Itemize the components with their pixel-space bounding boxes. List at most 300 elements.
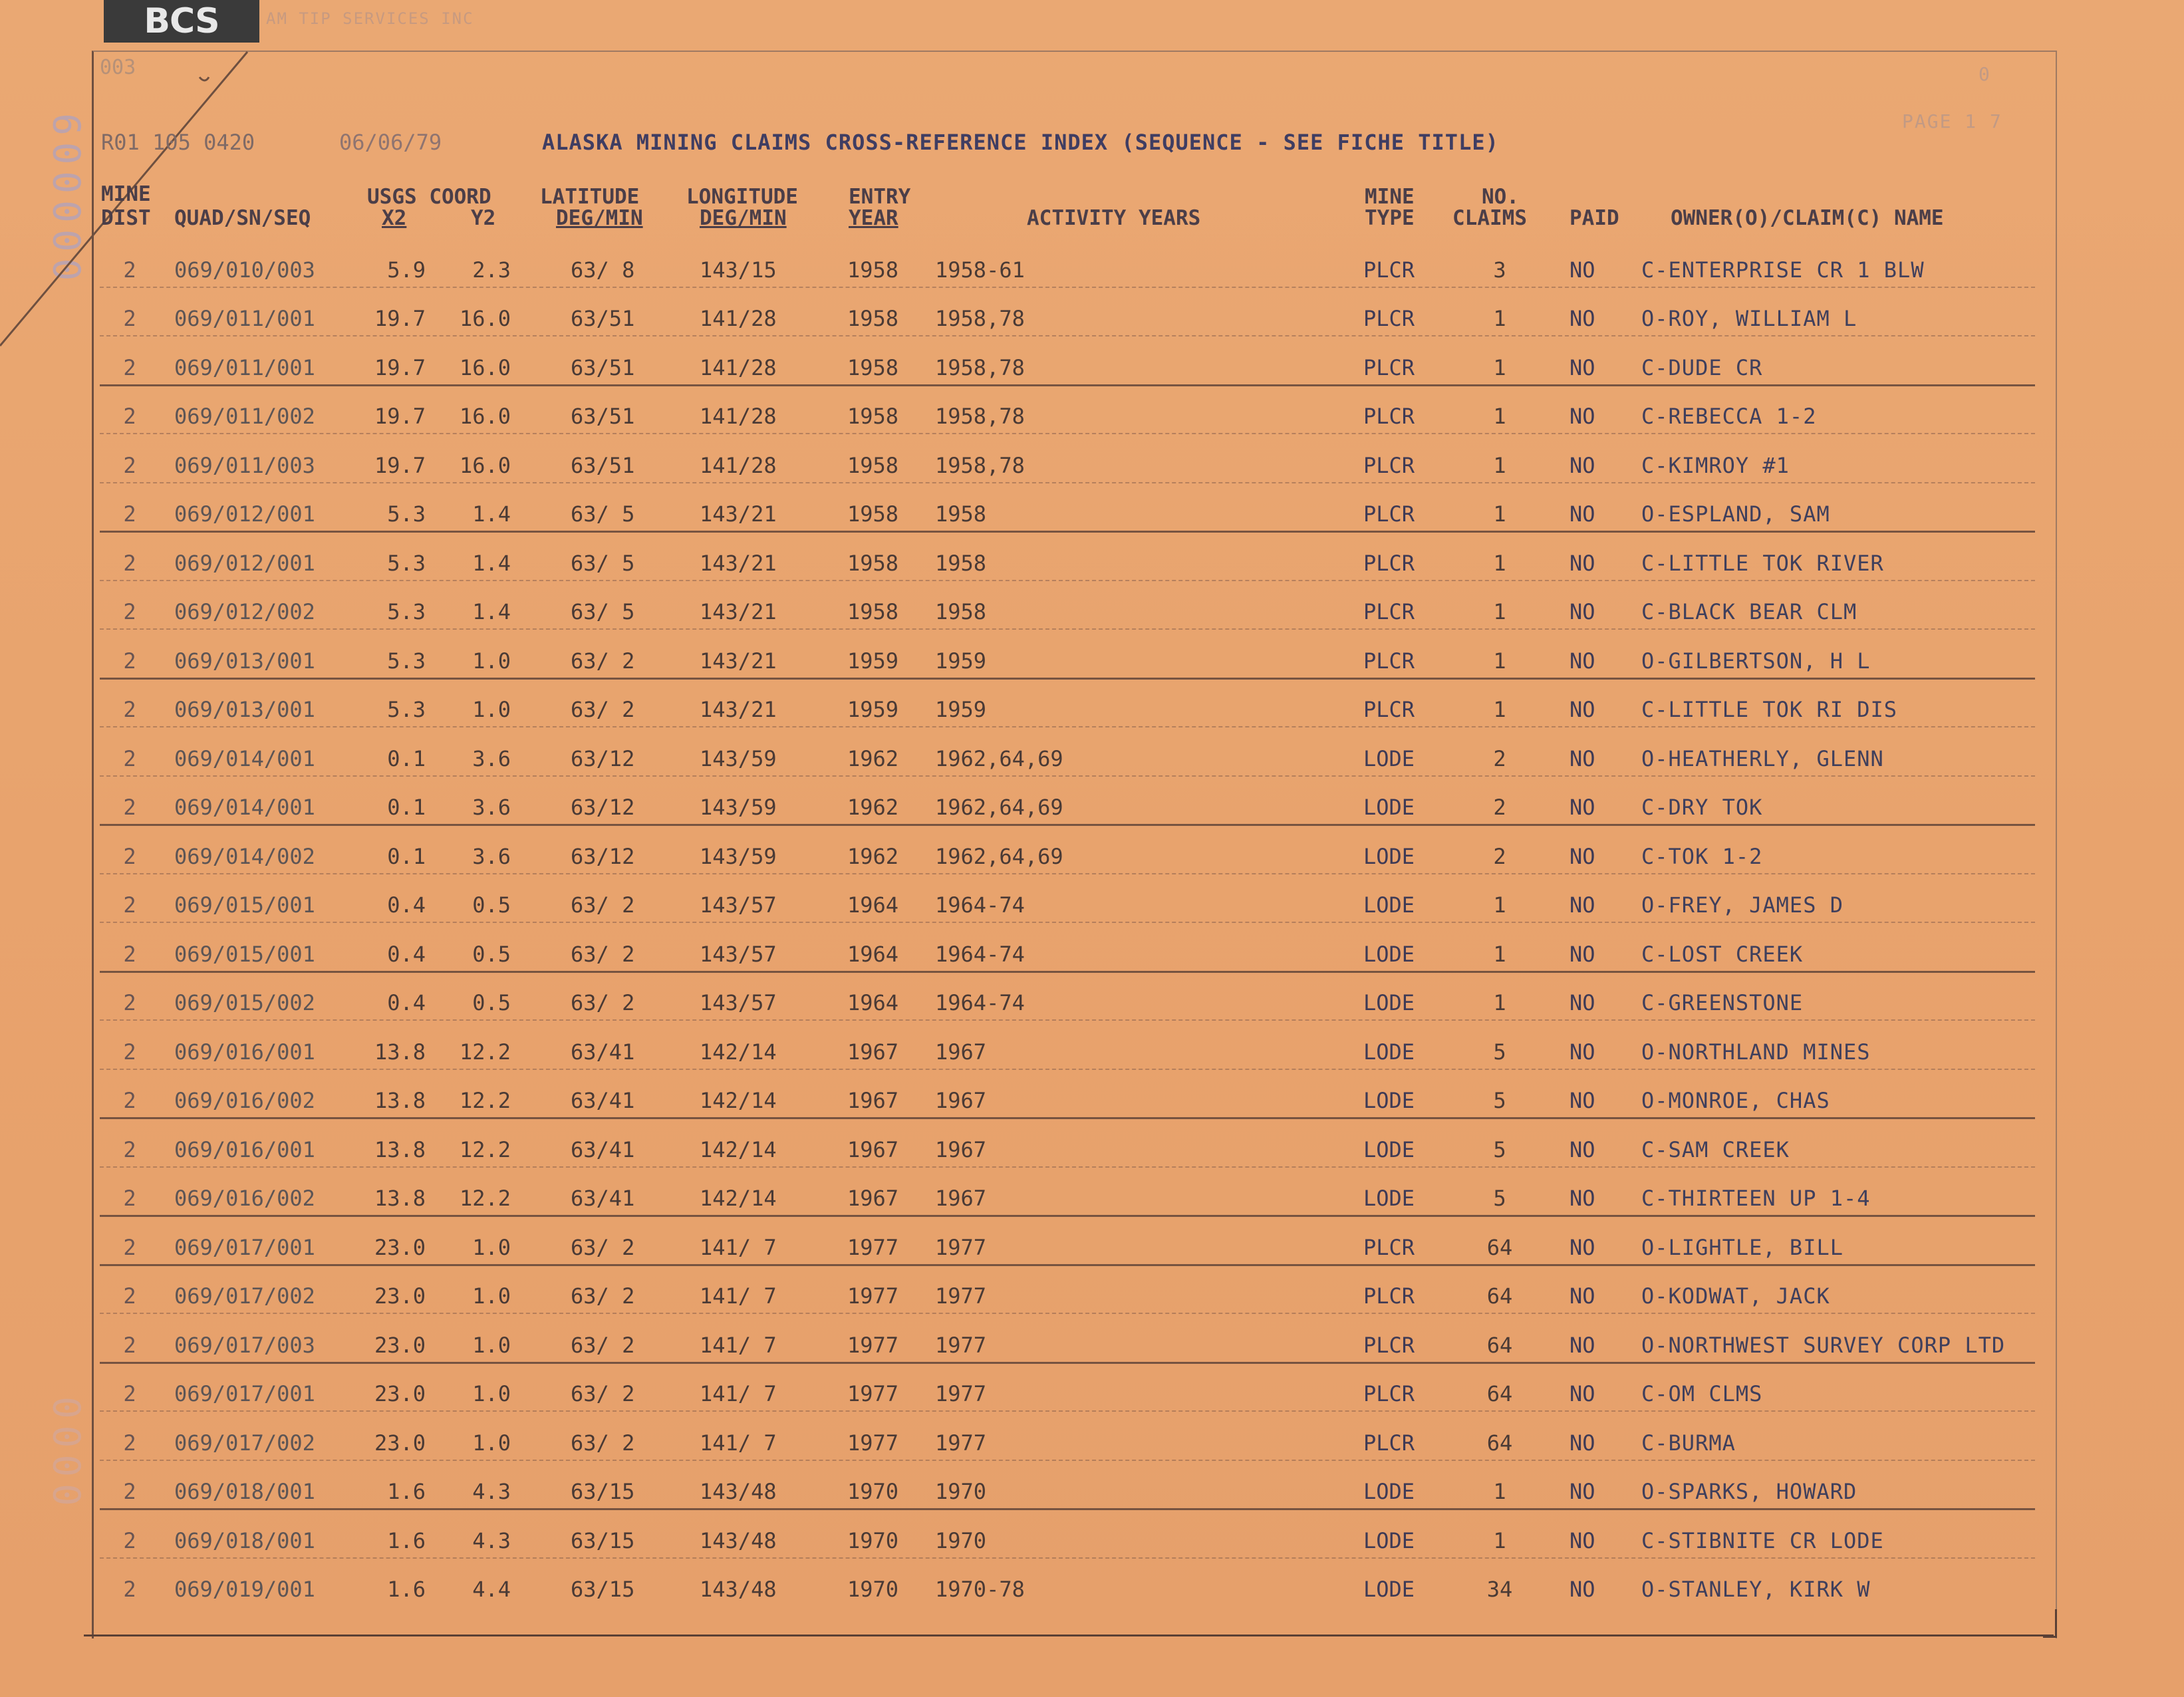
report-id: R01 105 0420: [101, 130, 255, 155]
cell-y2: 16.0: [459, 306, 511, 331]
cell-entry-year: 1977: [847, 1235, 899, 1260]
cell-x2: 0.4: [387, 942, 426, 967]
row-rule: [100, 1362, 2035, 1364]
cell-quad: 069/017/002: [174, 1283, 315, 1309]
cell-quad: 069/018/001: [174, 1528, 315, 1553]
cell-no-claims: 64: [1486, 1333, 1513, 1358]
cell-mine-type: LODE: [1363, 1528, 1415, 1553]
cell-dist: 2: [123, 844, 136, 869]
row-rule: [100, 531, 2035, 533]
cell-no-claims: 1: [1493, 599, 1506, 624]
cell-entry-year: 1959: [847, 697, 899, 722]
cell-activity-years: 1970: [935, 1528, 987, 1553]
cell-mine-type: PLCR: [1363, 453, 1415, 478]
table-row: [0, 1271, 2184, 1320]
cell-activity-years: 1959: [935, 697, 987, 722]
cell-entry-year: 1964: [847, 892, 899, 918]
cell-activity-years: 1967: [935, 1039, 987, 1065]
cell-mine-type: LODE: [1363, 990, 1415, 1015]
cell-longitude: 142/14: [700, 1186, 777, 1211]
cell-mine-type: LODE: [1363, 1088, 1415, 1113]
cell-y2: 16.0: [459, 355, 511, 380]
cell-paid: NO: [1570, 1039, 1595, 1065]
cell-mine-type: LODE: [1363, 1137, 1415, 1162]
cell-y2: 1.4: [472, 501, 511, 527]
cell-latitude: 63/ 2: [571, 1235, 635, 1260]
cell-mine-type: LODE: [1363, 892, 1415, 918]
cell-mine-type: LODE: [1363, 1039, 1415, 1065]
cell-quad: 069/014/001: [174, 746, 315, 771]
cell-quad: 069/016/002: [174, 1088, 315, 1113]
page-number: 0: [1979, 63, 1990, 85]
cell-activity-years: 1958-61: [935, 257, 1025, 283]
cell-dist: 2: [123, 1430, 136, 1456]
cell-activity-years: 1970-78: [935, 1577, 1025, 1602]
cell-paid: NO: [1570, 1137, 1595, 1162]
cell-owner: C-TOK 1-2: [1641, 844, 1763, 869]
table-row: [0, 832, 2184, 880]
cell-quad: 069/016/001: [174, 1039, 315, 1065]
cell-owner: O-ROY, WILLIAM L: [1641, 306, 1857, 331]
row-rule: [100, 1215, 2035, 1217]
cell-longitude: 143/48: [700, 1479, 777, 1504]
cell-no-claims: 2: [1493, 746, 1506, 771]
cell-x2: 23.0: [374, 1333, 426, 1358]
row-rule: [100, 628, 2035, 630]
table-row: [0, 587, 2184, 636]
cell-dist: 2: [123, 1186, 136, 1211]
cell-longitude: 143/59: [700, 795, 777, 820]
cell-quad: 069/013/001: [174, 697, 315, 722]
cell-dist: 2: [123, 1479, 136, 1504]
cell-dist: 2: [123, 1528, 136, 1553]
cell-longitude: 142/14: [700, 1088, 777, 1113]
cell-quad: 069/012/002: [174, 599, 315, 624]
cell-y2: 0.5: [472, 892, 511, 918]
cell-longitude: 141/28: [700, 355, 777, 380]
cell-x2: 0.1: [387, 795, 426, 820]
cell-latitude: 63/51: [571, 404, 635, 429]
cell-no-claims: 64: [1486, 1381, 1513, 1406]
cell-entry-year: 1958: [847, 453, 899, 478]
cell-y2: 0.5: [472, 942, 511, 967]
cell-entry-year: 1970: [847, 1528, 899, 1553]
cell-mine-type: LODE: [1363, 1479, 1415, 1504]
cell-latitude: 63/ 2: [571, 942, 635, 967]
cell-x2: 13.8: [374, 1137, 426, 1162]
row-rule: [100, 1508, 2035, 1510]
cell-latitude: 63/41: [571, 1186, 635, 1211]
cell-quad: 069/019/001: [174, 1577, 315, 1602]
cell-y2: 1.0: [472, 1235, 511, 1260]
cell-y2: 4.3: [472, 1479, 511, 1504]
cell-no-claims: 1: [1493, 306, 1506, 331]
cell-activity-years: 1977: [935, 1381, 987, 1406]
cell-mine-type: LODE: [1363, 844, 1415, 869]
header-lon-unit: DEG/MIN: [700, 206, 787, 230]
cell-longitude: 143/57: [700, 892, 777, 918]
cell-paid: NO: [1570, 599, 1595, 624]
cell-entry-year: 1964: [847, 990, 899, 1015]
cell-owner: O-NORTHLAND MINES: [1641, 1039, 1871, 1065]
cell-latitude: 63/12: [571, 746, 635, 771]
cell-activity-years: 1958,78: [935, 404, 1025, 429]
header-usgs-coord: USGS COORD: [367, 185, 491, 209]
cell-paid: NO: [1570, 1283, 1595, 1309]
cell-x2: 5.3: [387, 501, 426, 527]
cell-quad: 069/017/003: [174, 1333, 315, 1358]
cell-no-claims: 1: [1493, 355, 1506, 380]
cell-x2: 19.7: [374, 306, 426, 331]
cell-x2: 23.0: [374, 1235, 426, 1260]
cell-entry-year: 1967: [847, 1137, 899, 1162]
table-row: [0, 1174, 2184, 1222]
cell-owner: C-DRY TOK: [1641, 795, 1763, 820]
cell-latitude: 63/ 5: [571, 501, 635, 527]
cell-entry-year: 1967: [847, 1039, 899, 1065]
cell-owner: O-NORTHWEST SURVEY CORP LTD: [1641, 1333, 2006, 1358]
cell-activity-years: 1964-74: [935, 892, 1025, 918]
cell-y2: 1.0: [472, 1381, 511, 1406]
cell-entry-year: 1958: [847, 551, 899, 576]
logo-note: AM TIP SERVICES INC: [266, 9, 474, 28]
table-row: [0, 636, 2184, 685]
table-row: [0, 245, 2184, 294]
cell-quad: 069/010/003: [174, 257, 315, 283]
cell-mine-type: LODE: [1363, 942, 1415, 967]
cell-dist: 2: [123, 501, 136, 527]
report-date: 06/06/79: [339, 130, 442, 155]
cell-paid: NO: [1570, 844, 1595, 869]
cell-y2: 2.3: [472, 257, 511, 283]
cell-y2: 16.0: [459, 404, 511, 429]
cell-latitude: 63/15: [571, 1479, 635, 1504]
cell-dist: 2: [123, 648, 136, 674]
cell-owner: C-ENTERPRISE CR 1 BLW: [1641, 257, 1925, 283]
row-rule: [100, 1069, 2035, 1070]
cell-no-claims: 5: [1493, 1186, 1506, 1211]
cell-activity-years: 1977: [935, 1283, 987, 1309]
cell-paid: NO: [1570, 1088, 1595, 1113]
header-entry: ENTRY: [849, 185, 911, 209]
cell-longitude: 143/57: [700, 942, 777, 967]
table-row: [0, 489, 2184, 538]
cell-owner: C-BLACK BEAR CLM: [1641, 599, 1857, 624]
cell-owner: O-STANLEY, KIRK W: [1641, 1577, 1871, 1602]
row-rule: [100, 971, 2035, 973]
table-row: [0, 1027, 2184, 1076]
page-label: PAGE 1 7: [1902, 110, 2002, 132]
cell-activity-years: 1958: [935, 551, 987, 576]
row-rule: [100, 482, 2035, 483]
table-row: [0, 1321, 2184, 1369]
cell-owner: C-SAM CREEK: [1641, 1137, 1790, 1162]
cell-entry-year: 1977: [847, 1381, 899, 1406]
cell-mine-type: PLCR: [1363, 599, 1415, 624]
cell-x2: 5.3: [387, 697, 426, 722]
cell-paid: NO: [1570, 1430, 1595, 1456]
cell-dist: 2: [123, 257, 136, 283]
cell-mine-type: LODE: [1363, 1577, 1415, 1602]
cell-longitude: 141/ 7: [700, 1235, 777, 1260]
cell-mine-type: PLCR: [1363, 257, 1415, 283]
cell-dist: 2: [123, 1235, 136, 1260]
cell-quad: 069/018/001: [174, 1479, 315, 1504]
cell-x2: 1.6: [387, 1528, 426, 1553]
row-rule: [100, 580, 2035, 581]
cell-activity-years: 1964-74: [935, 942, 1025, 967]
cell-longitude: 142/14: [700, 1039, 777, 1065]
cell-x2: 13.8: [374, 1039, 426, 1065]
cell-latitude: 63/15: [571, 1528, 635, 1553]
table-row: [0, 978, 2184, 1027]
cell-mine-type: PLCR: [1363, 1430, 1415, 1456]
row-rule: [100, 1557, 2035, 1559]
cell-activity-years: 1958: [935, 599, 987, 624]
cell-latitude: 63/41: [571, 1039, 635, 1065]
row-rule: [100, 384, 2035, 386]
cell-longitude: 143/48: [700, 1528, 777, 1553]
cell-longitude: 141/28: [700, 404, 777, 429]
cell-longitude: 141/28: [700, 453, 777, 478]
cell-activity-years: 1962,64,69: [935, 746, 1063, 771]
header-dist: DIST: [101, 206, 151, 230]
cell-mine-type: PLCR: [1363, 1333, 1415, 1358]
cell-owner: C-THIRTEEN UP 1-4: [1641, 1186, 1871, 1211]
cell-entry-year: 1962: [847, 795, 899, 820]
cell-dist: 2: [123, 1381, 136, 1406]
cell-paid: NO: [1570, 1528, 1595, 1553]
cell-longitude: 142/14: [700, 1137, 777, 1162]
cell-paid: NO: [1570, 746, 1595, 771]
cell-no-claims: 1: [1493, 404, 1506, 429]
cell-paid: NO: [1570, 355, 1595, 380]
cell-x2: 19.7: [374, 355, 426, 380]
cell-quad: 069/011/003: [174, 453, 315, 478]
cell-activity-years: 1958,78: [935, 355, 1025, 380]
cell-owner: C-STIBNITE CR LODE: [1641, 1528, 1884, 1553]
cell-longitude: 143/21: [700, 501, 777, 527]
cell-owner: C-DUDE CR: [1641, 355, 1763, 380]
cell-quad: 069/014/001: [174, 795, 315, 820]
cell-no-claims: 1: [1493, 1528, 1506, 1553]
cell-dist: 2: [123, 795, 136, 820]
cell-x2: 19.7: [374, 453, 426, 478]
cell-quad: 069/017/001: [174, 1235, 315, 1260]
header-owner: OWNER(O)/CLAIM(C) NAME: [1671, 206, 1944, 230]
cell-no-claims: 1: [1493, 697, 1506, 722]
table-row: [0, 1418, 2184, 1467]
cell-activity-years: 1977: [935, 1235, 987, 1260]
cell-owner: O-MONROE, CHAS: [1641, 1088, 1830, 1113]
cell-mine-type: PLCR: [1363, 355, 1415, 380]
cell-no-claims: 1: [1493, 453, 1506, 478]
cell-paid: NO: [1570, 942, 1595, 967]
cell-mine-type: PLCR: [1363, 404, 1415, 429]
cell-dist: 2: [123, 1283, 136, 1309]
cell-dist: 2: [123, 942, 136, 967]
cell-activity-years: 1970: [935, 1479, 987, 1504]
row-rule: [100, 1117, 2035, 1119]
cell-no-claims: 64: [1486, 1430, 1513, 1456]
cell-no-claims: 64: [1486, 1283, 1513, 1309]
cell-longitude: 141/28: [700, 306, 777, 331]
cell-latitude: 63/41: [571, 1137, 635, 1162]
row-rule: [100, 335, 2035, 336]
cell-longitude: 141/ 7: [700, 1333, 777, 1358]
cell-latitude: 63/12: [571, 795, 635, 820]
cell-quad: 069/014/002: [174, 844, 315, 869]
cell-y2: 0.5: [472, 990, 511, 1015]
cell-entry-year: 1977: [847, 1283, 899, 1309]
cell-latitude: 63/ 2: [571, 1430, 635, 1456]
cell-dist: 2: [123, 1577, 136, 1602]
cell-paid: NO: [1570, 306, 1595, 331]
cell-latitude: 63/51: [571, 453, 635, 478]
cell-entry-year: 1977: [847, 1333, 899, 1358]
cell-mine-type: LODE: [1363, 795, 1415, 820]
cell-dist: 2: [123, 1088, 136, 1113]
cell-x2: 0.4: [387, 892, 426, 918]
header-x2: X2: [382, 206, 407, 230]
cell-entry-year: 1977: [847, 1430, 899, 1456]
table-row: [0, 392, 2184, 440]
cell-dist: 2: [123, 551, 136, 576]
table-row: [0, 1467, 2184, 1515]
cell-latitude: 63/51: [571, 306, 635, 331]
cell-latitude: 63/ 2: [571, 648, 635, 674]
cell-dist: 2: [123, 355, 136, 380]
cell-y2: 12.2: [459, 1088, 511, 1113]
report-title: ALASKA MINING CLAIMS CROSS-REFERENCE INDEX (SEQUENCE - SEE FICHE TITLE): [542, 130, 1499, 155]
cell-quad: 069/013/001: [174, 648, 315, 674]
cell-longitude: 143/59: [700, 746, 777, 771]
cell-x2: 1.6: [387, 1577, 426, 1602]
cell-no-claims: 5: [1493, 1039, 1506, 1065]
cell-x2: 23.0: [374, 1381, 426, 1406]
row-rule: [100, 1166, 2035, 1168]
cell-dist: 2: [123, 1039, 136, 1065]
cell-entry-year: 1970: [847, 1479, 899, 1504]
cell-quad: 069/015/002: [174, 990, 315, 1015]
cell-longitude: 143/59: [700, 844, 777, 869]
cell-owner: C-OM CLMS: [1641, 1381, 1763, 1406]
cell-latitude: 63/15: [571, 1577, 635, 1602]
header-quad: QUAD/SN/SEQ: [174, 206, 311, 230]
cell-no-claims: 2: [1493, 795, 1506, 820]
cell-activity-years: 1967: [935, 1186, 987, 1211]
table-row: [0, 1076, 2184, 1124]
header-no-claims-2: CLAIMS: [1452, 206, 1527, 230]
row-rule: [100, 824, 2035, 826]
row-rule: [100, 726, 2035, 727]
header-mine-type-1: MINE: [1365, 185, 1415, 209]
cell-x2: 23.0: [374, 1283, 426, 1309]
cell-activity-years: 1962,64,69: [935, 844, 1063, 869]
cell-owner: C-LOST CREEK: [1641, 942, 1804, 967]
cell-longitude: 143/21: [700, 551, 777, 576]
cell-entry-year: 1967: [847, 1186, 899, 1211]
header-y2: Y2: [471, 206, 496, 230]
cell-quad: 069/012/001: [174, 501, 315, 527]
cell-dist: 2: [123, 404, 136, 429]
table-row: [0, 930, 2184, 978]
cell-x2: 0.4: [387, 990, 426, 1015]
cell-dist: 2: [123, 892, 136, 918]
table-row: [0, 539, 2184, 587]
cell-mine-type: PLCR: [1363, 697, 1415, 722]
cell-mine-type: PLCR: [1363, 501, 1415, 527]
cell-entry-year: 1964: [847, 942, 899, 967]
cell-x2: 5.3: [387, 648, 426, 674]
cell-owner: O-GILBERTSON, H L: [1641, 648, 1871, 674]
cell-latitude: 63/41: [571, 1088, 635, 1113]
cell-no-claims: 1: [1493, 501, 1506, 527]
cell-mine-type: PLCR: [1363, 551, 1415, 576]
cell-quad: 069/011/001: [174, 355, 315, 380]
cell-longitude: 143/57: [700, 990, 777, 1015]
cell-y2: 4.3: [472, 1528, 511, 1553]
side-frame-number: 000009: [47, 106, 90, 281]
cell-owner: C-KIMROY #1: [1641, 453, 1790, 478]
cell-mine-type: LODE: [1363, 746, 1415, 771]
header-no-claims-1: NO.: [1482, 185, 1519, 209]
cell-latitude: 63/ 2: [571, 1381, 635, 1406]
table-row: [0, 1369, 2184, 1418]
cell-latitude: 63/ 5: [571, 551, 635, 576]
cell-x2: 19.7: [374, 404, 426, 429]
cell-owner: O-FREY, JAMES D: [1641, 892, 1843, 918]
cell-entry-year: 1962: [847, 844, 899, 869]
bcs-logo: BCS: [104, 0, 259, 43]
cell-dist: 2: [123, 453, 136, 478]
cell-y2: 12.2: [459, 1039, 511, 1065]
cell-latitude: 63/ 5: [571, 599, 635, 624]
cell-quad: 069/011/002: [174, 404, 315, 429]
cell-quad: 069/017/002: [174, 1430, 315, 1456]
cell-owner: C-LITTLE TOK RIVER: [1641, 551, 1884, 576]
cell-owner: O-LIGHTLE, BILL: [1641, 1235, 1843, 1260]
cell-activity-years: 1977: [935, 1430, 987, 1456]
cell-quad: 069/011/001: [174, 306, 315, 331]
cell-latitude: 63/51: [571, 355, 635, 380]
cell-quad: 069/015/001: [174, 892, 315, 918]
cell-entry-year: 1958: [847, 355, 899, 380]
table-row: [0, 1223, 2184, 1271]
cell-y2: 1.0: [472, 1283, 511, 1309]
cell-owner: O-KODWAT, JACK: [1641, 1283, 1830, 1309]
row-rule: [100, 1264, 2035, 1266]
cell-no-claims: 1: [1493, 892, 1506, 918]
cell-paid: NO: [1570, 990, 1595, 1015]
cell-y2: 12.2: [459, 1186, 511, 1211]
cell-dist: 2: [123, 697, 136, 722]
cell-y2: 1.4: [472, 599, 511, 624]
cell-entry-year: 1959: [847, 648, 899, 674]
cell-longitude: 143/21: [700, 599, 777, 624]
cell-paid: NO: [1570, 795, 1595, 820]
cell-latitude: 63/ 8: [571, 257, 635, 283]
header-mine-type-2: TYPE: [1365, 206, 1415, 230]
cell-y2: 4.4: [472, 1577, 511, 1602]
cell-quad: 069/016/001: [174, 1137, 315, 1162]
row-rule: [100, 678, 2035, 680]
row-rule: [100, 287, 2035, 288]
cell-owner: O-HEATHERLY, GLENN: [1641, 746, 1884, 771]
row-rule: [100, 1460, 2035, 1461]
cell-mine-type: PLCR: [1363, 306, 1415, 331]
cell-quad: 069/015/001: [174, 942, 315, 967]
